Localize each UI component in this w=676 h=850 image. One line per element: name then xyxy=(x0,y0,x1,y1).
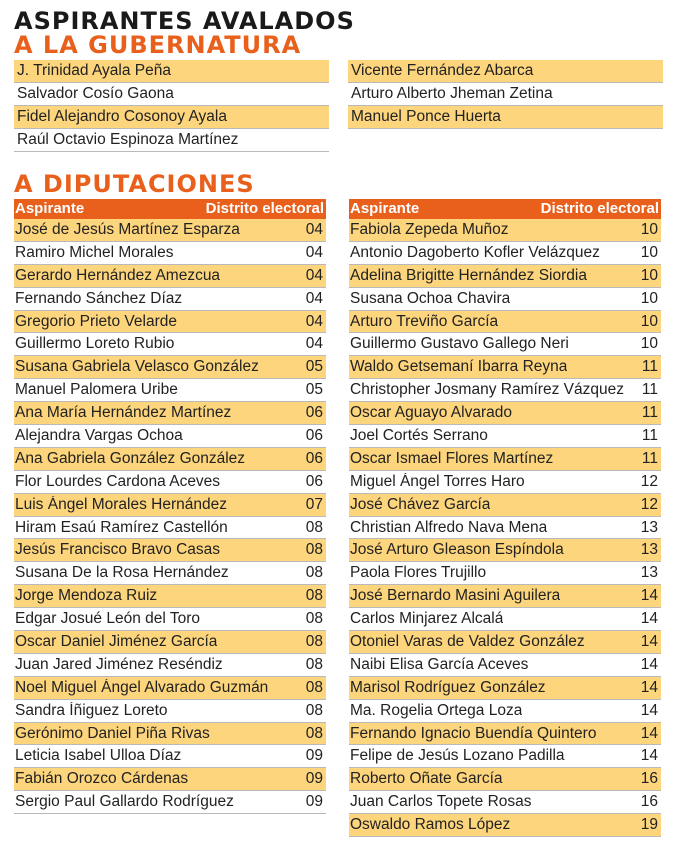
gubernatura-left-list xyxy=(14,60,329,152)
aspirante-name: Alejandra Vargas Ochoa xyxy=(15,426,183,444)
distrito-number: 10 xyxy=(640,266,658,284)
table-header xyxy=(349,199,661,219)
aspirante-name: Gerardo Hernández Amezcua xyxy=(15,266,221,284)
aspirante-name: Gregorio Prieto Velarde xyxy=(15,312,177,330)
candidate-row: Arturo Alberto Jheman Zetina xyxy=(348,83,663,106)
table-row xyxy=(14,494,326,517)
table-row xyxy=(14,265,326,288)
aspirante-name: Fernando Ignacio Buendía Quintero xyxy=(350,724,597,742)
distrito-number: 14 xyxy=(640,747,658,765)
distrito-number: 08 xyxy=(305,564,323,582)
distrito-number: 19 xyxy=(640,816,658,834)
distrito-number: 08 xyxy=(305,655,323,673)
table-body xyxy=(349,219,661,837)
aspirante-name: Waldo Getsemaní Ibarra Reyna xyxy=(350,358,568,376)
distrito-number: 04 xyxy=(305,243,323,261)
distrito-number: 12 xyxy=(640,495,658,513)
table-row xyxy=(349,517,661,540)
distrito-number: 12 xyxy=(640,472,658,490)
distrito-number: 06 xyxy=(305,426,323,444)
distrito-number: 09 xyxy=(305,770,323,788)
distrito-number: 13 xyxy=(640,564,658,582)
distrito-number: 10 xyxy=(640,312,658,330)
table-row xyxy=(349,494,661,517)
aspirante-name: Noel Miguel Ángel Alvarado Guzmán xyxy=(15,678,269,696)
aspirante-name: Christian Alfredo Nava Mena xyxy=(350,518,548,536)
distrito-number: 13 xyxy=(640,541,658,559)
distrito-number: 09 xyxy=(305,747,323,765)
distrito-number: 08 xyxy=(305,587,323,605)
table-row xyxy=(14,448,326,471)
table-row xyxy=(14,517,326,540)
distrito-number: 07 xyxy=(305,495,323,513)
table-row xyxy=(349,791,661,814)
candidate-row: Vicente Fernández Abarca xyxy=(348,60,663,83)
distrito-number: 10 xyxy=(640,289,658,307)
aspirante-name: Fernando Sánchez Díaz xyxy=(15,289,183,307)
table-row xyxy=(349,402,661,425)
table-row xyxy=(14,311,326,334)
table-row xyxy=(349,311,661,334)
distrito-number: 14 xyxy=(640,678,658,696)
table-row xyxy=(349,700,661,723)
aspirante-name: Fabiola Zepeda Muñoz xyxy=(350,220,509,238)
distrito-number: 11 xyxy=(641,404,658,422)
table-row xyxy=(14,745,326,768)
aspirante-name: Sergio Paul Gallardo Rodríguez xyxy=(15,793,234,811)
header-distrito: Distrito electoral xyxy=(540,200,659,217)
candidate-row: Raúl Octavio Espinoza Martínez xyxy=(14,129,329,152)
aspirante-name: Susana De la Rosa Hernández xyxy=(15,564,229,582)
table-row xyxy=(349,631,661,654)
aspirante-name: Antonio Dagoberto Kofler Velázquez xyxy=(350,243,600,261)
distrito-number: 04 xyxy=(305,266,323,284)
aspirante-name: Luis Ángel Morales Hernández xyxy=(15,495,227,513)
table-row xyxy=(349,219,661,242)
aspirante-name: Felipe de Jesús Lozano Padilla xyxy=(350,747,565,765)
aspirante-name: Hiram Esaú Ramírez Castellón xyxy=(15,518,228,536)
aspirante-name: Flor Lourdes Cardona Aceves xyxy=(15,472,221,490)
diputaciones-table-left xyxy=(14,199,326,814)
aspirante-name: Gerónimo Daniel Piña Rivas xyxy=(15,724,210,742)
distrito-number: 16 xyxy=(640,770,658,788)
aspirante-name: Susana Gabriela Velasco González xyxy=(15,358,259,376)
aspirante-name: Oswaldo Ramos López xyxy=(350,816,511,834)
distrito-number: 14 xyxy=(640,632,658,650)
distrito-number: 09 xyxy=(305,793,323,811)
distrito-number: 08 xyxy=(305,541,323,559)
distrito-number: 08 xyxy=(305,518,323,536)
header-aspirante: Aspirante xyxy=(350,200,420,217)
table-row xyxy=(349,333,661,356)
table-row xyxy=(349,288,661,311)
aspirante-name: Manuel Palomera Uribe xyxy=(15,381,178,399)
table-row xyxy=(14,471,326,494)
heading-diputaciones: A DIPUTACIONES xyxy=(14,170,255,198)
table-row xyxy=(349,379,661,402)
aspirante-name: Oscar Daniel Jiménez García xyxy=(15,632,218,650)
aspirante-name: Sandra Íñiguez Loreto xyxy=(15,701,168,719)
table-row xyxy=(14,654,326,677)
candidate-row: Manuel Ponce Huerta xyxy=(348,106,663,129)
aspirante-name: Juan Jared Jiménez Reséndiz xyxy=(15,655,223,673)
table-row xyxy=(349,677,661,700)
aspirante-name: José Chávez García xyxy=(350,495,491,513)
candidate-row: Fidel Alejandro Cosonoy Ayala xyxy=(14,106,329,129)
aspirante-name: Jesús Francisco Bravo Casas xyxy=(15,541,221,559)
distrito-number: 14 xyxy=(640,724,658,742)
table-row xyxy=(14,539,326,562)
table-row xyxy=(14,219,326,242)
table-row xyxy=(14,631,326,654)
table-header xyxy=(14,199,326,219)
distrito-number: 04 xyxy=(305,335,323,353)
distrito-number: 14 xyxy=(640,610,658,628)
distrito-number: 11 xyxy=(641,449,658,467)
distrito-number: 14 xyxy=(640,587,658,605)
aspirante-name: José de Jesús Martínez Esparza xyxy=(15,220,240,238)
table-row xyxy=(349,539,661,562)
aspirante-name: Leticia Isabel Ulloa Díaz xyxy=(15,747,182,765)
table-row xyxy=(349,562,661,585)
distrito-number: 16 xyxy=(640,793,658,811)
table-row xyxy=(349,814,661,837)
aspirante-name: Ramiro Michel Morales xyxy=(15,243,174,261)
table-body xyxy=(14,219,326,814)
table-row xyxy=(14,402,326,425)
distrito-number: 13 xyxy=(640,518,658,536)
table-row xyxy=(349,654,661,677)
table-row xyxy=(349,265,661,288)
distrito-number: 14 xyxy=(640,655,658,673)
aspirante-name: Ana Gabriela González González xyxy=(15,449,246,467)
heading-aspirantes-avalados: ASPIRANTES AVALADOS xyxy=(14,7,355,35)
table-row xyxy=(14,585,326,608)
aspirante-name: Otoniel Varas de Valdez González xyxy=(350,632,585,650)
table-row xyxy=(349,608,661,631)
table-row xyxy=(14,379,326,402)
distrito-number: 10 xyxy=(640,243,658,261)
distrito-number: 04 xyxy=(305,312,323,330)
distrito-number: 10 xyxy=(640,335,658,353)
distrito-number: 08 xyxy=(305,610,323,628)
distrito-number: 06 xyxy=(305,472,323,490)
aspirante-name: José Bernardo Masini Aguilera xyxy=(350,587,561,605)
heading-gubernatura: A LA GUBERNATURA xyxy=(14,31,302,59)
aspirante-name: Juan Carlos Topete Rosas xyxy=(350,793,532,811)
distrito-number: 11 xyxy=(641,426,658,444)
distrito-number: 10 xyxy=(640,220,658,238)
distrito-number: 11 xyxy=(641,358,658,376)
header-distrito: Distrito electoral xyxy=(205,200,324,217)
distrito-number: 08 xyxy=(305,632,323,650)
distrito-number: 08 xyxy=(305,724,323,742)
table-row xyxy=(349,242,661,265)
table-row xyxy=(14,791,326,814)
header-aspirante: Aspirante xyxy=(15,200,85,217)
table-row xyxy=(349,723,661,746)
distrito-number: 14 xyxy=(640,701,658,719)
distrito-number: 06 xyxy=(305,404,323,422)
aspirante-name: Paola Flores Trujillo xyxy=(350,564,487,582)
aspirante-name: Miguel Ángel Torres Haro xyxy=(350,472,525,490)
distrito-number: 04 xyxy=(305,289,323,307)
gubernatura-right-list xyxy=(348,60,663,129)
table-row xyxy=(14,608,326,631)
table-row xyxy=(14,562,326,585)
table-row xyxy=(349,585,661,608)
table-row xyxy=(14,333,326,356)
aspirante-name: Oscar Ismael Flores Martínez xyxy=(350,449,554,467)
aspirante-name: Fabián Orozco Cárdenas xyxy=(15,770,189,788)
distrito-number: 05 xyxy=(305,358,323,376)
aspirante-name: Adelina Brigitte Hernández Siordia xyxy=(350,266,587,284)
table-row xyxy=(349,356,661,379)
aspirante-name: Joel Cortés Serrano xyxy=(350,426,488,444)
table-row xyxy=(14,768,326,791)
table-row xyxy=(14,288,326,311)
aspirante-name: Guillermo Loreto Rubio xyxy=(15,335,175,353)
aspirante-name: Ana María Hernández Martínez xyxy=(15,404,232,422)
candidate-row: Salvador Cosío Gaona xyxy=(14,83,329,106)
aspirante-name: Guillermo Gustavo Gallego Neri xyxy=(350,335,569,353)
table-row xyxy=(14,242,326,265)
distrito-number: 08 xyxy=(305,678,323,696)
distrito-number: 06 xyxy=(305,449,323,467)
aspirante-name: Ma. Rogelia Ortega Loza xyxy=(350,701,523,719)
aspirante-name: Edgar Josué León del Toro xyxy=(15,610,200,628)
distrito-number: 08 xyxy=(305,701,323,719)
aspirante-name: Marisol Rodríguez González xyxy=(350,678,546,696)
aspirante-name: Oscar Aguayo Alvarado xyxy=(350,404,512,422)
aspirante-name: Susana Ochoa Chavira xyxy=(350,289,511,307)
table-row xyxy=(349,471,661,494)
table-row xyxy=(14,700,326,723)
table-row xyxy=(349,448,661,471)
distrito-number: 05 xyxy=(305,381,323,399)
aspirante-name: Arturo Treviño García xyxy=(350,312,499,330)
distrito-number: 04 xyxy=(305,220,323,238)
table-row xyxy=(14,723,326,746)
aspirante-name: Christopher Josmany Ramírez Vázquez xyxy=(350,381,624,399)
table-row xyxy=(14,677,326,700)
diputaciones-table-right xyxy=(349,199,661,837)
table-row xyxy=(14,425,326,448)
aspirante-name: José Arturo Gleason Espíndola xyxy=(350,541,564,559)
table-row xyxy=(349,768,661,791)
aspirante-name: Carlos Minjarez Alcalá xyxy=(350,610,504,628)
aspirante-name: Roberto Oñate García xyxy=(350,770,503,788)
aspirante-name: Naibi Elisa García Aceves xyxy=(350,655,529,673)
distrito-number: 11 xyxy=(641,381,658,399)
table-row xyxy=(349,425,661,448)
table-row xyxy=(349,745,661,768)
candidate-row: J. Trinidad Ayala Peña xyxy=(14,60,329,83)
table-row xyxy=(14,356,326,379)
aspirante-name: Jorge Mendoza Ruiz xyxy=(15,587,158,605)
